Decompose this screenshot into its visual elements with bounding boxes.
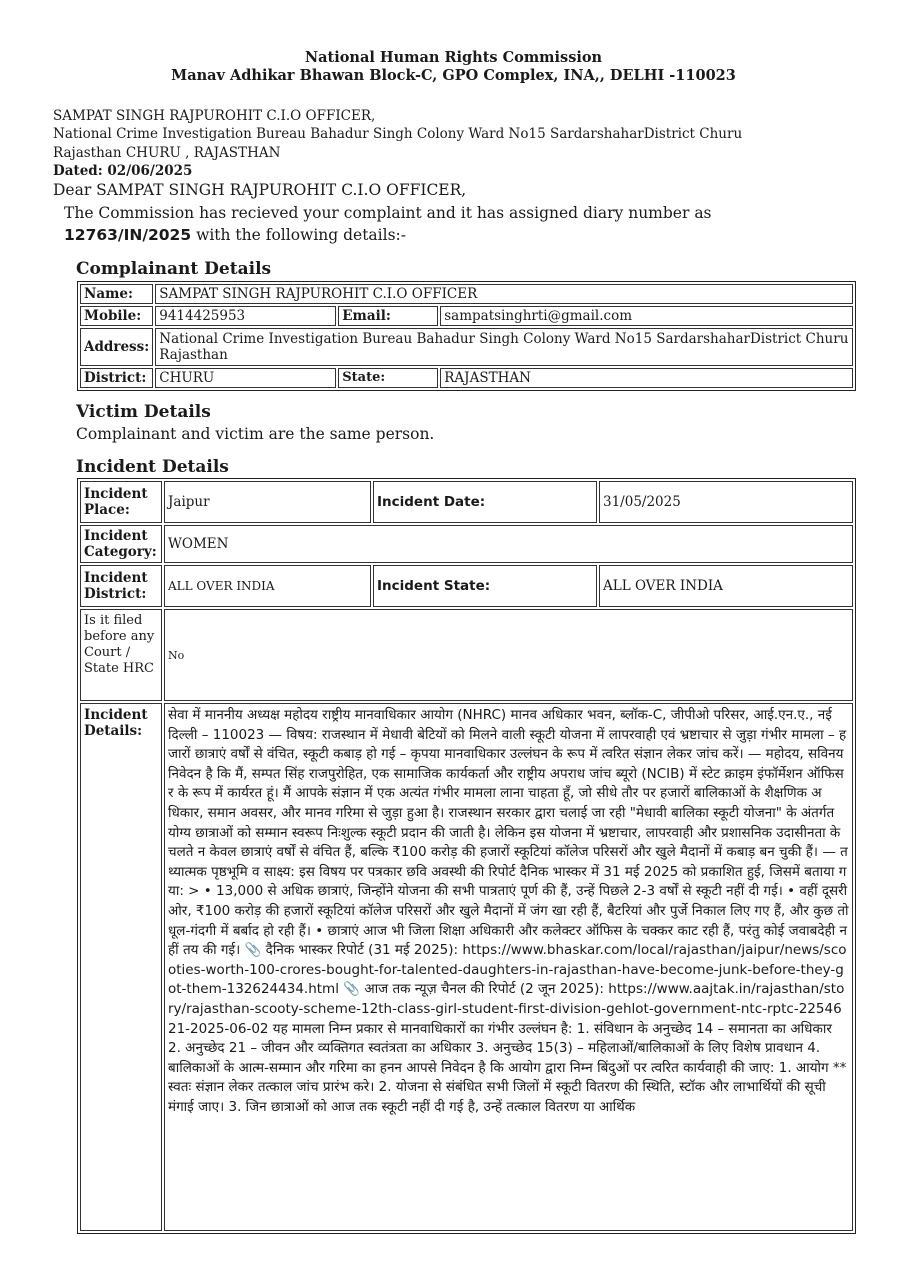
complainant-name-label: Name: — [80, 284, 153, 304]
incident-court-value: No — [164, 609, 853, 701]
letter-body-line2 — [64, 226, 406, 244]
recipient-address-line1: National Crime Investigation Bureau Bahadur Singh Colony Ward No15 SardarshaharDistrict Churu — [53, 126, 743, 142]
complainant-details-table — [77, 281, 856, 391]
complainant-email-value: sampatsinghrti@gmail.com — [440, 306, 853, 326]
incident-details-label: Incident Details: — [80, 703, 162, 1231]
complainant-district-label: District: — [80, 368, 153, 388]
complainant-mobile-value: 9414425953 — [155, 306, 336, 326]
incident-category-value: WOMEN — [164, 525, 853, 563]
letter-body-line2-rest: with the following details:- — [191, 226, 407, 244]
incident-details-heading: Incident Details — [76, 457, 229, 477]
complainant-district-row — [80, 368, 853, 388]
victim-details-text: Complainant and victim are the same person. — [76, 425, 435, 443]
incident-details-text: सेवा में माननीय अध्यक्ष महोदय राष्ट्रीय मानवाधिकार आयोग (NHRC) मानव अधिकार भवन, ब्लॉक-C, जीपीओ परिसर, आई.एन.ए., नई दिल्ली – 110023 — विषय: राजस्थान में मेधावी बेटियों को मिलने वाली स्कूटी योजना में लापरवाही एवं भ्रष्टाचार से जुड़ा गंभीर मामला – हजारों छात्राएं वर्षों से वंचित, स्कूटी कबाड़ हो गई – कृपया मानवाधिकार उल्लंघन के रूप में त्वरित संज्ञान लेकर जांच करें। — महोदय, सविनय निवेदन है कि मैं, सम्पत सिंह राजपुरोहित, एक सामाजिक कार्यकर्ता और राष्ट्रीय अपराध जांच ब्यूरो (NCIB) में स्टेट क्राइम इंफॉर्मेशन ऑफिसर के रूप में कार्यरत हूं। मैं आपके संज्ञान में एक अत्यंत गंभीर मामला लाना चाहता हूँ, जो सीधे तौर पर हजारों बालिकाओं के शैक्षणिक अधिकार, समान अवसर, और मानव गरिमा से जुड़ा हुआ है। राजस्थान सरकार द्वारा चलाई जा रही "मेधावी बालिका स्कूटी योजना" के अंतर्गत योग्य छात्राओं को सम्मान स्वरूप निःशुल्क स्कूटी प्रदान की जाती है। लेकिन इस योजना में भ्रष्टाचार, लापरवाही और प्रशासनिक उदासीनता के चलते न केवल छात्राएं वर्षों से वंचित हैं, बल्कि ₹100 करोड़ की हजारों स्कूटियां कॉलेज परिसरों और खुले मैदानों में कबाड़ बन चुकी हैं। — तथ्यात्मक पृष्ठभूमि व साक्ष्य: इस विषय पर पत्रकार छवि अवस्थी की रिपोर्ट दैनिक भास्कर में 31 मई 2025 को प्रकाशित हुई, जिसमें बताया गया: > • 13,000 से अधिक छात्राएं, जिन्होंने योजना की सभी पात्रताएं पूर्ण की हैं, उन्हें पिछले 2-3 वर्षों से स्कूटी नहीं दी गई। • वहीं दूसरी ओर, ₹100 करोड़ की हजारों स्कूटियां कॉलेज परिसरों और खुले मैदानों में जंग खा रही हैं, बैटरियां और पुर्जे निकाल लिए गए हैं, और कुछ तो धूल-गंदगी में बर्बाद हो रही हैं। • छात्राएं आज भी जिला शिक्षा अधिकारी और कलेक्टर ऑफिस के चक्कर काट रही हैं, परंतु कोई जवाबदेही नहीं तय की गई। 📎 दैनिक भास्कर रिपोर्ट (31 मई 2025): https://www.bhaskar.com/local/rajasthan/jaipur/news/scooties-worth-100-crores-bought-for-talented-daughters-in-rajasthan-have-become-junk-before-they-got-them-132624434.html 📎 आज तक न्यूज़ चैनल की रिपोर्ट (2 जून 2025): https://www.aajtak.in/rajasthan/story/rajasthan-scooty-scheme-12th-class-girl-student-first-division-gehlot-government-ntc-rptc-2254621-2025-06-02 यह मामला निम्न प्रकार से मानवाधिकारों का गंभीर उल्लंघन है: 1. संविधान के अनुच्छेद 14 – समानता का अधिकार 2. अनुच्छेद 21 – जीवन और व्यक्तिगत स्वतंत्रता का अधिकार 3. अनुच्छेद 15(3) – महिलाओं/बालिकाओं के लिए विशेष प्रावधान 4. बालिकाओं के आत्म-सम्मान और गरिमा का हनन आपसे निवेदन है कि आयोग द्वारा निम्न बिंदुओं पर त्वरित कार्यवाही की जाए: 1. आयोग **स्वतः संज्ञान लेकर तत्काल जांच प्रारंभ करे। 2. योजना से संबंधित सभी जिलों में स्कूटी वितरण की स्थिति, स्टॉक और लाभार्थियों की सूची मंगाई जाए। 3. जिन छात्राओं को आज तक स्कूटी नहीं दी गई है, उन्हें तत्काल वितरण या आर्थिक — [164, 703, 853, 1231]
incident-date-value: 31/05/2025 — [599, 481, 853, 523]
incident-district-row — [80, 565, 853, 607]
complainant-state-label: State: — [338, 368, 438, 388]
incident-place-row — [80, 481, 853, 523]
recipient-name: SAMPAT SINGH RAJPUROHIT C.I.O OFFICER, — [53, 108, 376, 124]
incident-details-row — [80, 703, 853, 1231]
victim-details-heading: Victim Details — [76, 402, 211, 422]
incident-category-label: Incident Category: — [80, 525, 162, 563]
recipient-address-line2: Rajasthan CHURU , RAJASTHAN — [53, 145, 281, 161]
incident-date-label: Incident Date: — [373, 481, 597, 523]
complainant-state-value: RAJASTHAN — [440, 368, 853, 388]
complainant-address-row — [80, 328, 853, 366]
incident-court-row — [80, 609, 853, 701]
incident-category-row — [80, 525, 853, 563]
letter-body-line1: The Commission has recieved your complaint and it has assigned diary number as — [64, 204, 712, 222]
complainant-email-label: Email: — [338, 306, 438, 326]
incident-district-value: ALL OVER INDIA — [164, 565, 371, 607]
incident-court-label: Is it filed before any Court / State HRC — [80, 609, 162, 701]
incident-place-label: Incident Place: — [80, 481, 162, 523]
org-address: Manav Adhikar Bhawan Block-C, GPO Complex, INA,, DELHI -110023 — [171, 67, 736, 84]
complainant-address-value: National Crime Investigation Bureau Bahadur Singh Colony Ward No15 SardarshaharDistrict Churu Rajasthan — [155, 328, 853, 366]
incident-district-label: Incident District: — [80, 565, 162, 607]
org-name: National Human Rights Commission — [304, 49, 603, 66]
complainant-name-row — [80, 284, 853, 304]
letter-date: Dated: 02/06/2025 — [53, 163, 193, 179]
complainant-name-value: SAMPAT SINGH RAJPUROHIT C.I.O OFFICER — [155, 284, 853, 304]
complainant-district-value: CHURU — [155, 368, 336, 388]
complainant-mobile-label: Mobile: — [80, 306, 153, 326]
complainant-contact-row — [80, 306, 853, 326]
salutation: Dear SAMPAT SINGH RAJPUROHIT C.I.O OFFICER, — [53, 181, 467, 199]
incident-details-table — [77, 478, 856, 1234]
diary-number: 12763/IN/2025 — [64, 226, 192, 244]
incident-place-value: Jaipur — [164, 481, 371, 523]
incident-state-value: ALL OVER INDIA — [599, 565, 853, 607]
complainant-details-heading: Complainant Details — [76, 259, 272, 279]
incident-state-label: Incident State: — [373, 565, 597, 607]
complainant-address-label: Address: — [80, 328, 153, 366]
